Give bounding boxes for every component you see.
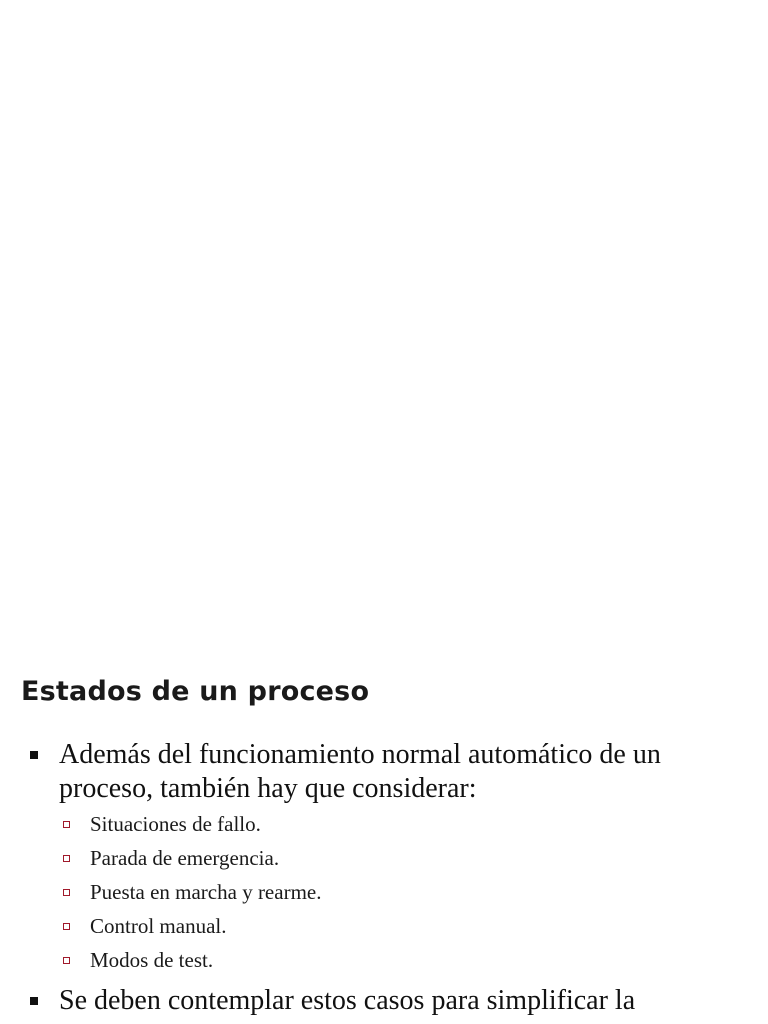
sub-bullet-text: Control manual. xyxy=(90,914,227,938)
slide-title: Estados de un proceso xyxy=(21,676,370,707)
square-bullet-icon xyxy=(30,751,38,759)
sub-bullet-item xyxy=(63,878,321,912)
sub-bullet-text: Parada de emergencia. xyxy=(90,846,280,870)
square-bullet-icon xyxy=(30,997,38,1005)
sub-bullet-text: Situaciones de fallo. xyxy=(90,812,261,836)
bullet-text: Se deben contemplar estos casos para simplificar la xyxy=(59,985,636,1016)
hollow-square-bullet-icon xyxy=(63,821,70,828)
sub-bullet-text: Modos de test. xyxy=(90,948,214,972)
sub-bullet-item xyxy=(63,912,321,946)
sub-bullet-text: Puesta en marcha y rearme. xyxy=(90,880,322,904)
sub-bullet-item xyxy=(63,810,321,844)
sub-bullet-list xyxy=(63,810,321,980)
hollow-square-bullet-icon xyxy=(63,889,70,896)
bullet-item xyxy=(30,984,750,1018)
hollow-square-bullet-icon xyxy=(63,855,70,862)
bullet-text: Además del funcionamiento normal automático de un proceso, también hay que considerar: xyxy=(59,739,661,804)
sub-bullet-item xyxy=(63,844,321,878)
bullet-item xyxy=(30,738,750,806)
hollow-square-bullet-icon xyxy=(63,957,70,964)
sub-bullet-item xyxy=(63,946,321,980)
hollow-square-bullet-icon xyxy=(63,923,70,930)
